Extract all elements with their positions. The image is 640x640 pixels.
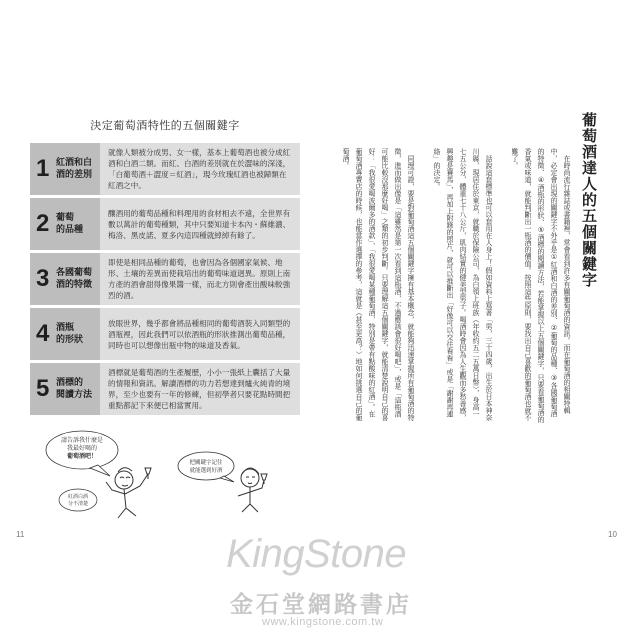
bubble-text-line: 分不清楚 — [67, 501, 89, 507]
body-paragraph: 在時尚流行雜誌或書籍裡，常會看到許多有關葡萄酒的資訊。而在葡萄酒的相關特輯中，必定會出現的關鍵字不外乎是①紅酒和白酒的差別、②葡萄的品種、③各國葡萄酒的特徵、④酒瓶的形狀、⑤酒標的閱讀方法，若能掌握以上五個關鍵字，只要看葡萄酒的香氣或味道，就能判斷出一瓶酒的價值。按照這些原則，要找出自己喜歡的葡萄酒也就不難了。 — [511, 148, 571, 423]
keyword-label — [56, 157, 92, 181]
watermark-brand: KingStone — [226, 532, 407, 576]
keyword-label-line: 各國葡萄 — [56, 268, 93, 278]
cartoon-wine-figure — [176, 448, 276, 514]
keyword-table — [30, 143, 300, 418]
body-paragraph: 同理可證，要是對葡萄酒這五個關鍵字擁有基本概念，就能夠迅速掌握所有葡萄酒的特徵，進而做出像是「這雖然是第一次看到這瓶酒，不過應該會很好喝吧」，或是「這瓶酒可能比較沒那麼好喝」之類的初步判斷。只要理解這五個關鍵字，就能清楚說明自己的喜好：「我很愛喝波爾多的酒款」、「我很愛喝某種葡萄酒，特別是帶有點酸味的紅酒」。在葡萄酒專賣店的時候，也能當作選擇的參考，這就是（甚至更高？）地如何挑選自己的葡萄酒。 — [342, 148, 415, 421]
keyword-label-line: 閱讀方法 — [56, 390, 93, 400]
watermark-url: www.kingstone.com.tw — [262, 616, 384, 628]
keyword-label — [56, 212, 83, 236]
keyword-label-line: 的品種 — [56, 225, 84, 235]
keyword-label — [56, 267, 92, 291]
keyword-label-line: 酒瓶 — [56, 323, 75, 333]
cartoon-asking-figure — [40, 428, 165, 520]
keyword-number: 4 — [36, 320, 50, 347]
keyword-description: 即使是相同品種的葡萄，也會因為各個國家氣候、地形、土壤的差異而使栽培出的葡萄味道迥異。原則上南方產的酒會甜得像果醬一樣，而北方則會產出酸味較強烈的酒。 — [100, 253, 300, 305]
keyword-description: 就像人類被分成男、女一樣，基本上葡萄酒也被分成紅酒和白酒二類。而紅、白酒的差別就在於澀味的深淺，「白葡萄酒＋澀度＝紅酒」，現今玫瑰紅酒也被歸類在紅酒之中。 — [100, 143, 300, 195]
bubble-text-line: 請告訴我什麼是 — [60, 437, 104, 444]
bubble-text-line: 紅酒白酒 — [67, 494, 89, 500]
keyword-label — [56, 377, 92, 401]
keyword-row — [30, 198, 300, 250]
small-speech-bubble — [59, 489, 97, 511]
keyword-description: 放眼世界，幾乎都會將品種相同的葡萄酒裝入同類型的酒瓶裡，因此我們可以依酒瓶的形狀推測出葡萄品種，同時也可以想像出瓶中物的味道及香氣。 — [100, 308, 300, 360]
bubble-text-line: 就能選到好酒 — [189, 468, 223, 474]
speech-bubble-tail — [90, 465, 110, 476]
keyword-row — [30, 363, 300, 415]
keyword-number: 2 — [36, 210, 50, 237]
keyword-label-line: 的形狀 — [56, 335, 84, 345]
speech-bubble — [178, 452, 234, 480]
keyword-number: 3 — [36, 265, 50, 292]
page-number-right: 10 — [608, 530, 617, 539]
keyword-label-line: 酒的差別 — [56, 170, 93, 180]
keyword-label-line: 紅酒和白 — [56, 158, 93, 168]
bubble-text-line: 我最好喝的 — [66, 445, 98, 452]
keyword-description: 酒標就是葡萄酒的生產履歷，小小一張紙上囊括了大量的情報和資訊。解讀酒標的功力若想達到爐火純青的境界，至少也要有一年的修練，但初學者只要花點時間把重點都記下來便已相當實用。 — [100, 363, 300, 415]
body-paragraph: 話說這套標準也可以套用在人身上！假如資料上寫著「男，三十四歲，出生於日本神奈川縣，現居住於東京，就職於保險公司，為白領上班族（年收約五二五萬日幣），身高一七五公分，體重七十八公斤，肌肉結實的健美型男子。喝酒時會因為人生觀而多愁善感，興趣是賽馬」，再加上附錄的照片，就可以推斷出「好像可以交往看看」或是「謝謝再連絡」的決定。 — [433, 148, 493, 421]
keyword-label-line: 酒的特徵 — [56, 280, 93, 290]
figure-drawing — [106, 468, 151, 518]
figure-drawing — [238, 468, 267, 512]
keyword-row — [30, 143, 300, 195]
keyword-number: 5 — [36, 375, 50, 402]
watermark-store-name: 金石堂網路書店 — [230, 592, 412, 618]
page-number-left: 11 — [16, 530, 25, 539]
body-text — [342, 148, 573, 423]
keyword-row — [30, 253, 300, 305]
keyword-label-line: 酒標的 — [56, 378, 84, 388]
keyword-number: 1 — [36, 155, 50, 182]
bubble-text-line: 葡萄酒吧！ — [66, 453, 98, 460]
chapter-title: 葡萄酒達人的五個關鍵字 — [580, 112, 598, 288]
table-title: 決定葡萄酒特性的五個關鍵字 — [90, 119, 240, 132]
keyword-cell — [30, 363, 100, 415]
keyword-cell — [30, 253, 100, 305]
keyword-cell — [30, 198, 100, 250]
keyword-cell — [30, 308, 100, 360]
keyword-row — [30, 308, 300, 360]
keyword-label — [56, 322, 83, 346]
keyword-description: 釀酒用的葡萄品種和料理用的食材相去不遠，全世界有數以萬計的葡萄種類，其中只要知道卡本內・蘇維濃、梅洛、黑皮諾、夏多內這四種就綽綽有餘了。 — [100, 198, 300, 250]
speech-bubble-tail — [220, 476, 234, 482]
bubble-text-line: 把關鍵字記住 — [189, 460, 223, 466]
keyword-cell — [30, 143, 100, 195]
keyword-label-line: 葡萄 — [56, 213, 75, 223]
